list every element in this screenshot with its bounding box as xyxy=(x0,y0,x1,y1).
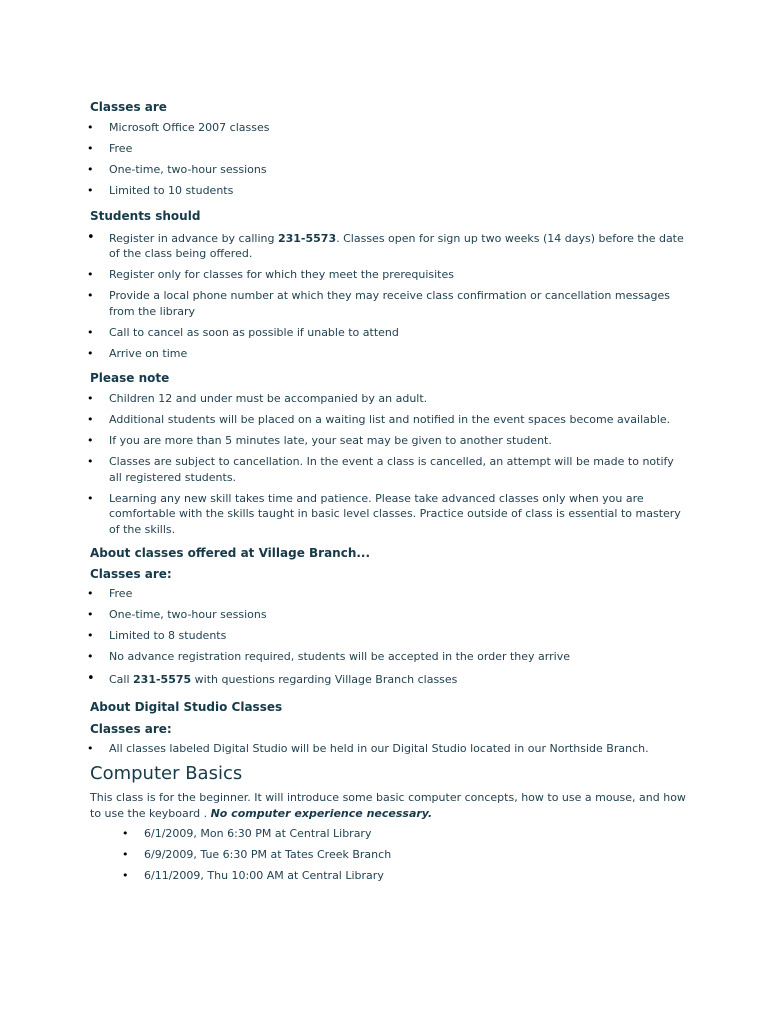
bullet-icon: • xyxy=(87,325,94,339)
bullet-icon: • xyxy=(87,229,95,245)
list-item: • Register in advance by calling 231-5573. Classes open for sign up two weeks (14 days) before the date of the class being offered. xyxy=(87,229,684,260)
heading-students-should: Students should xyxy=(90,208,201,223)
bullet-icon: • xyxy=(87,392,94,405)
list-item: • If you are more than 5 minutes late, your seat may be given to another student. xyxy=(87,434,552,447)
bullet-icon: • xyxy=(122,869,129,882)
bullet-icon: • xyxy=(87,163,94,176)
bullet-icon: • xyxy=(87,629,94,642)
list-item: • Additional students will be placed on a waiting list and notified in the event spaces become available. xyxy=(87,413,671,426)
bullet-icon: • xyxy=(87,121,94,134)
subheading-village-classes-are: Classes are: xyxy=(90,567,172,581)
bullet-icon: • xyxy=(87,142,94,155)
bullet-icon: • xyxy=(87,587,94,600)
bullet-icon: • xyxy=(87,289,94,302)
list-please-note xyxy=(87,391,690,537)
phone-number: 231-5573 xyxy=(277,231,337,245)
list-item: • No advance registration required, students will be accepted in the order they arrive xyxy=(87,650,570,663)
session-item: • 6/1/2009, Mon 6:30 PM at Central Library xyxy=(122,827,372,840)
list-item: • Limited to 8 students xyxy=(87,629,227,642)
list-item: • Free xyxy=(87,587,133,600)
bullet-icon: • xyxy=(122,827,129,840)
heading-classes-are: Classes are xyxy=(90,100,167,114)
list-item: • All classes labeled Digital Studio will be held in our Digital Studio located in our Northside Branch. xyxy=(87,741,649,755)
class-requirement: No computer experience necessary. xyxy=(210,806,433,820)
list-item: • Children 12 and under must be accompanied by an adult. xyxy=(87,392,428,405)
list-item: • Classes are subject to cancellation. In the event a class is cancelled, an attempt will be made to notify all registered students. xyxy=(87,455,674,484)
heading-please-note: Please note xyxy=(90,371,170,385)
list-item: • Call 231-5575 with questions regarding Village Branch classes xyxy=(87,671,458,686)
bullet-icon: • xyxy=(87,413,94,426)
list-item: • Call to cancel as soon as possible if unable to attend xyxy=(87,325,399,339)
list-village xyxy=(87,586,690,688)
list-classes-are xyxy=(87,120,690,199)
bullet-icon: • xyxy=(87,434,94,447)
list-item: • One-time, two-hour sessions xyxy=(87,608,267,621)
class-title: Computer Basics xyxy=(90,763,243,784)
list-item: • Learning any new skill takes time and patience. Please take advanced classes only when you are comfortable with the skills taught in basic level classes. Practice outside of class is essential to mastery of the skills. xyxy=(87,491,681,536)
list-digital xyxy=(87,741,690,757)
session-item: • 6/11/2009, Thu 10:00 AM at Central Library xyxy=(122,869,384,882)
bullet-icon: • xyxy=(87,268,94,281)
bullet-icon: • xyxy=(87,741,94,755)
subheading-digital-classes-are: Classes are: xyxy=(90,721,172,736)
list-item: • One-time, two-hour sessions xyxy=(87,163,267,176)
bullet-icon: • xyxy=(122,848,129,861)
list-item: • Microsoft Office 2007 classes xyxy=(87,121,270,134)
bullet-icon: • xyxy=(87,608,94,621)
bullet-icon: • xyxy=(87,650,94,663)
class-description: This class is for the beginner. It will introduce some basic computer concepts, how to use a mouse, and how to use the keyboard . No computer experience necessary. xyxy=(90,791,686,820)
list-item: • Free xyxy=(87,142,133,155)
heading-village-branch: About classes offered at Village Branch... xyxy=(90,546,371,560)
bullet-icon: • xyxy=(87,491,94,505)
list-item: • Arrive on time xyxy=(87,346,188,360)
bullet-icon: • xyxy=(87,346,94,360)
bullet-icon: • xyxy=(87,671,95,686)
bullet-icon: • xyxy=(87,455,94,468)
list-item: • Limited to 10 students xyxy=(87,184,234,197)
heading-digital-studio: About Digital Studio Classes xyxy=(90,699,283,714)
bullet-icon: • xyxy=(87,184,94,197)
document-content xyxy=(87,99,690,884)
session-item: • 6/9/2009, Tue 6:30 PM at Tates Creek Branch xyxy=(122,848,392,861)
phone-number: 231-5575 xyxy=(133,673,192,686)
list-students-should xyxy=(87,229,690,362)
session-list xyxy=(122,826,690,884)
list-item: • Register only for classes for which they meet the prerequisites xyxy=(87,268,454,281)
list-item: • Provide a local phone number at which they may receive class confirmation or cancellation messages from the library xyxy=(87,289,671,318)
